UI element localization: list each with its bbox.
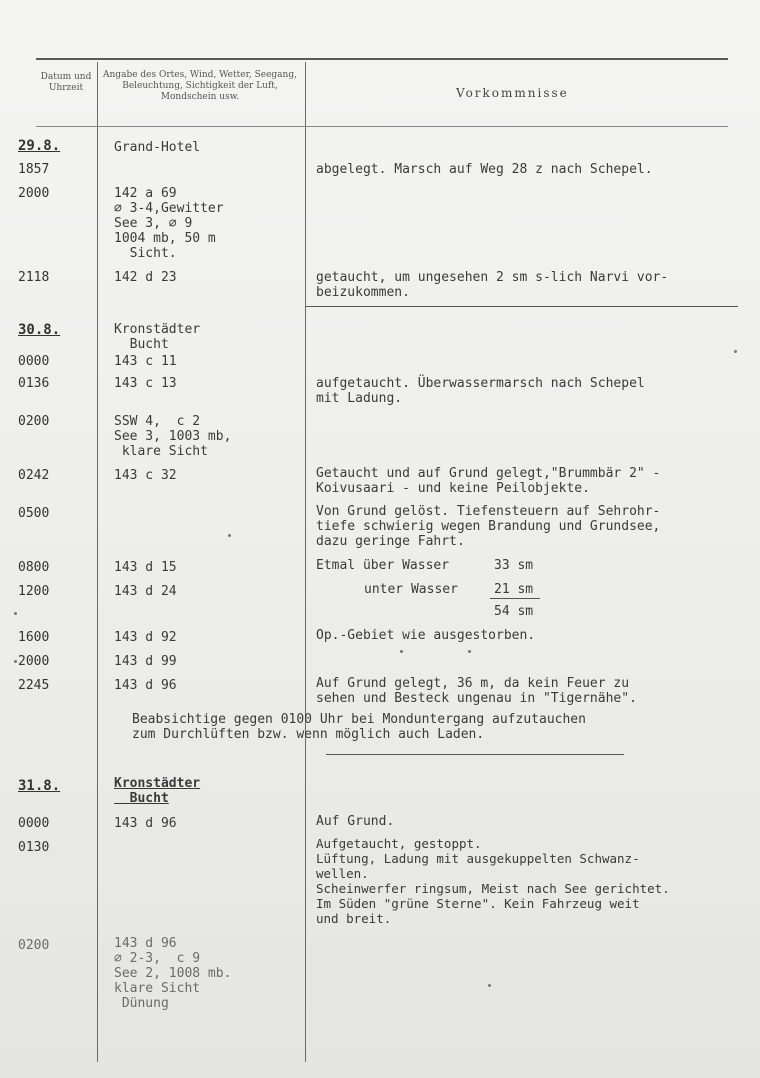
time-2245: 2245 <box>18 678 50 693</box>
speck <box>14 612 17 615</box>
event-1857: abgelegt. Marsch auf Weg 28 z nach Schepel. <box>316 162 653 177</box>
weather-2000: 142 a 69 ⌀ 3-4,Gewitter See 3, ⌀ 9 1004 mb, 50 m Sicht. <box>114 186 224 261</box>
event-2245: Auf Grund gelegt, 36 m, da kein Feuer zu sehen und Besteck ungenau in "Tigernähe". <box>316 676 637 706</box>
time-2118: 2118 <box>18 270 50 285</box>
time-2000-30: 2000 <box>18 654 50 669</box>
event-0136: aufgetaucht. Überwassermarsch nach Schepel mit Ladung. <box>316 376 645 406</box>
time-0242: 0242 <box>18 468 50 483</box>
position-2000-30: 143 d 99 <box>114 654 177 669</box>
time-2000: 2000 <box>18 186 50 201</box>
time-0136: 0136 <box>18 376 50 391</box>
etmal-under-label: unter Wasser <box>364 582 458 597</box>
time-0000-31: 0000 <box>18 816 50 831</box>
position-0000-30: 143 c 11 <box>114 354 177 369</box>
weather-0200-31: 143 d 96 ⌀ 2-3, c 9 See 2, 1008 mb. klare Sicht Dünung <box>114 936 232 1011</box>
position-2245: 143 d 96 <box>114 678 177 693</box>
position-0800: 143 d 15 <box>114 560 177 575</box>
etmal-over-value: 33 sm <box>494 558 534 573</box>
date-31-8: 31.8. <box>18 778 61 794</box>
speck <box>468 650 471 653</box>
speck <box>400 650 403 653</box>
header-top-rule <box>36 58 728 60</box>
position-1600: 143 d 92 <box>114 630 177 645</box>
time-0200-31: 0200 <box>18 938 50 953</box>
time-0130: 0130 <box>18 840 50 855</box>
time-0000-30: 0000 <box>18 354 50 369</box>
speck <box>488 984 491 987</box>
position-0242: 143 c 32 <box>114 468 177 483</box>
etmal-under-value: 21 sm <box>494 582 534 597</box>
time-0200-30: 0200 <box>18 414 50 429</box>
etmal-sum-rule <box>490 598 540 599</box>
weather-0200-30: SSW 4, c 2 See 3, 1003 mb, klare Sicht <box>114 414 232 459</box>
position-2118: 142 d 23 <box>114 270 177 285</box>
day-separator-30 <box>326 754 624 755</box>
time-1200: 1200 <box>18 584 50 599</box>
time-0800: 0800 <box>18 560 50 575</box>
event-0242: Getaucht und auf Grund gelegt,"Brummbär 2" - Koivusaari - und keine Peilobjekte. <box>316 466 661 496</box>
event-0500: Von Grund gelöst. Tiefensteuern auf Sehrohr- tiefe schwierig wegen Brandung und Grundsee, dazu geringe Fahrt. <box>316 504 661 549</box>
event-1600: Op.-Gebiet wie ausgestorben. <box>316 628 536 643</box>
event-0130: Aufgetaucht, gestoppt. Lüftung, Ladung mit ausgekuppelten Schwanz- wellen. Scheinwerfer ringsum, Meist nach See gerichtet. Im Süden "grüne Sterne". Kein Fahrzeug weit und breit. <box>316 836 670 926</box>
date-30-8: 30.8. <box>18 322 61 338</box>
intent-note: Beabsichtige gegen 0100 Uhr bei Monduntergang aufzutauchen zum Durchlüften bzw. wenn möglich auch Laden. <box>132 712 586 742</box>
speck <box>228 534 231 537</box>
event-0000-31: Auf Grund. <box>316 814 395 829</box>
etmal-total: 54 sm <box>494 604 534 619</box>
date-29-8: 29.8. <box>18 138 61 154</box>
time-1600: 1600 <box>18 630 50 645</box>
time-0500: 0500 <box>18 506 50 521</box>
etmal-over-label: Etmal über Wasser <box>316 558 450 573</box>
position-0136: 143 c 13 <box>114 376 177 391</box>
header-bottom-rule <box>36 126 728 127</box>
day-separator-29 <box>306 306 738 307</box>
header-date-time: Datum und Uhrzeit <box>40 72 92 93</box>
place-grand-hotel: Grand-Hotel <box>114 140 201 155</box>
header-location-weather: Angabe des Ortes, Wind, Wetter, Seegang, Beleuchtung, Sichtigkeit der Luft, Mondschein usw. <box>103 70 297 102</box>
speck <box>14 660 17 663</box>
speck <box>734 350 737 353</box>
column-divider-1 <box>97 62 98 1062</box>
header-events: Vorkommnisse <box>456 86 569 100</box>
position-0000-31: 143 d 96 <box>114 816 177 831</box>
event-2118: getaucht, um ungesehen 2 sm s-lich Narvi vor- beizukommen. <box>316 270 669 300</box>
position-1200: 143 d 24 <box>114 584 177 599</box>
time-1857: 1857 <box>18 162 50 177</box>
place-kronstaedter-bucht-31: Kronstädter Bucht <box>114 776 201 806</box>
place-kronstaedter-bucht-30: Kronstädter Bucht <box>114 322 201 352</box>
column-divider-2 <box>305 62 306 1062</box>
